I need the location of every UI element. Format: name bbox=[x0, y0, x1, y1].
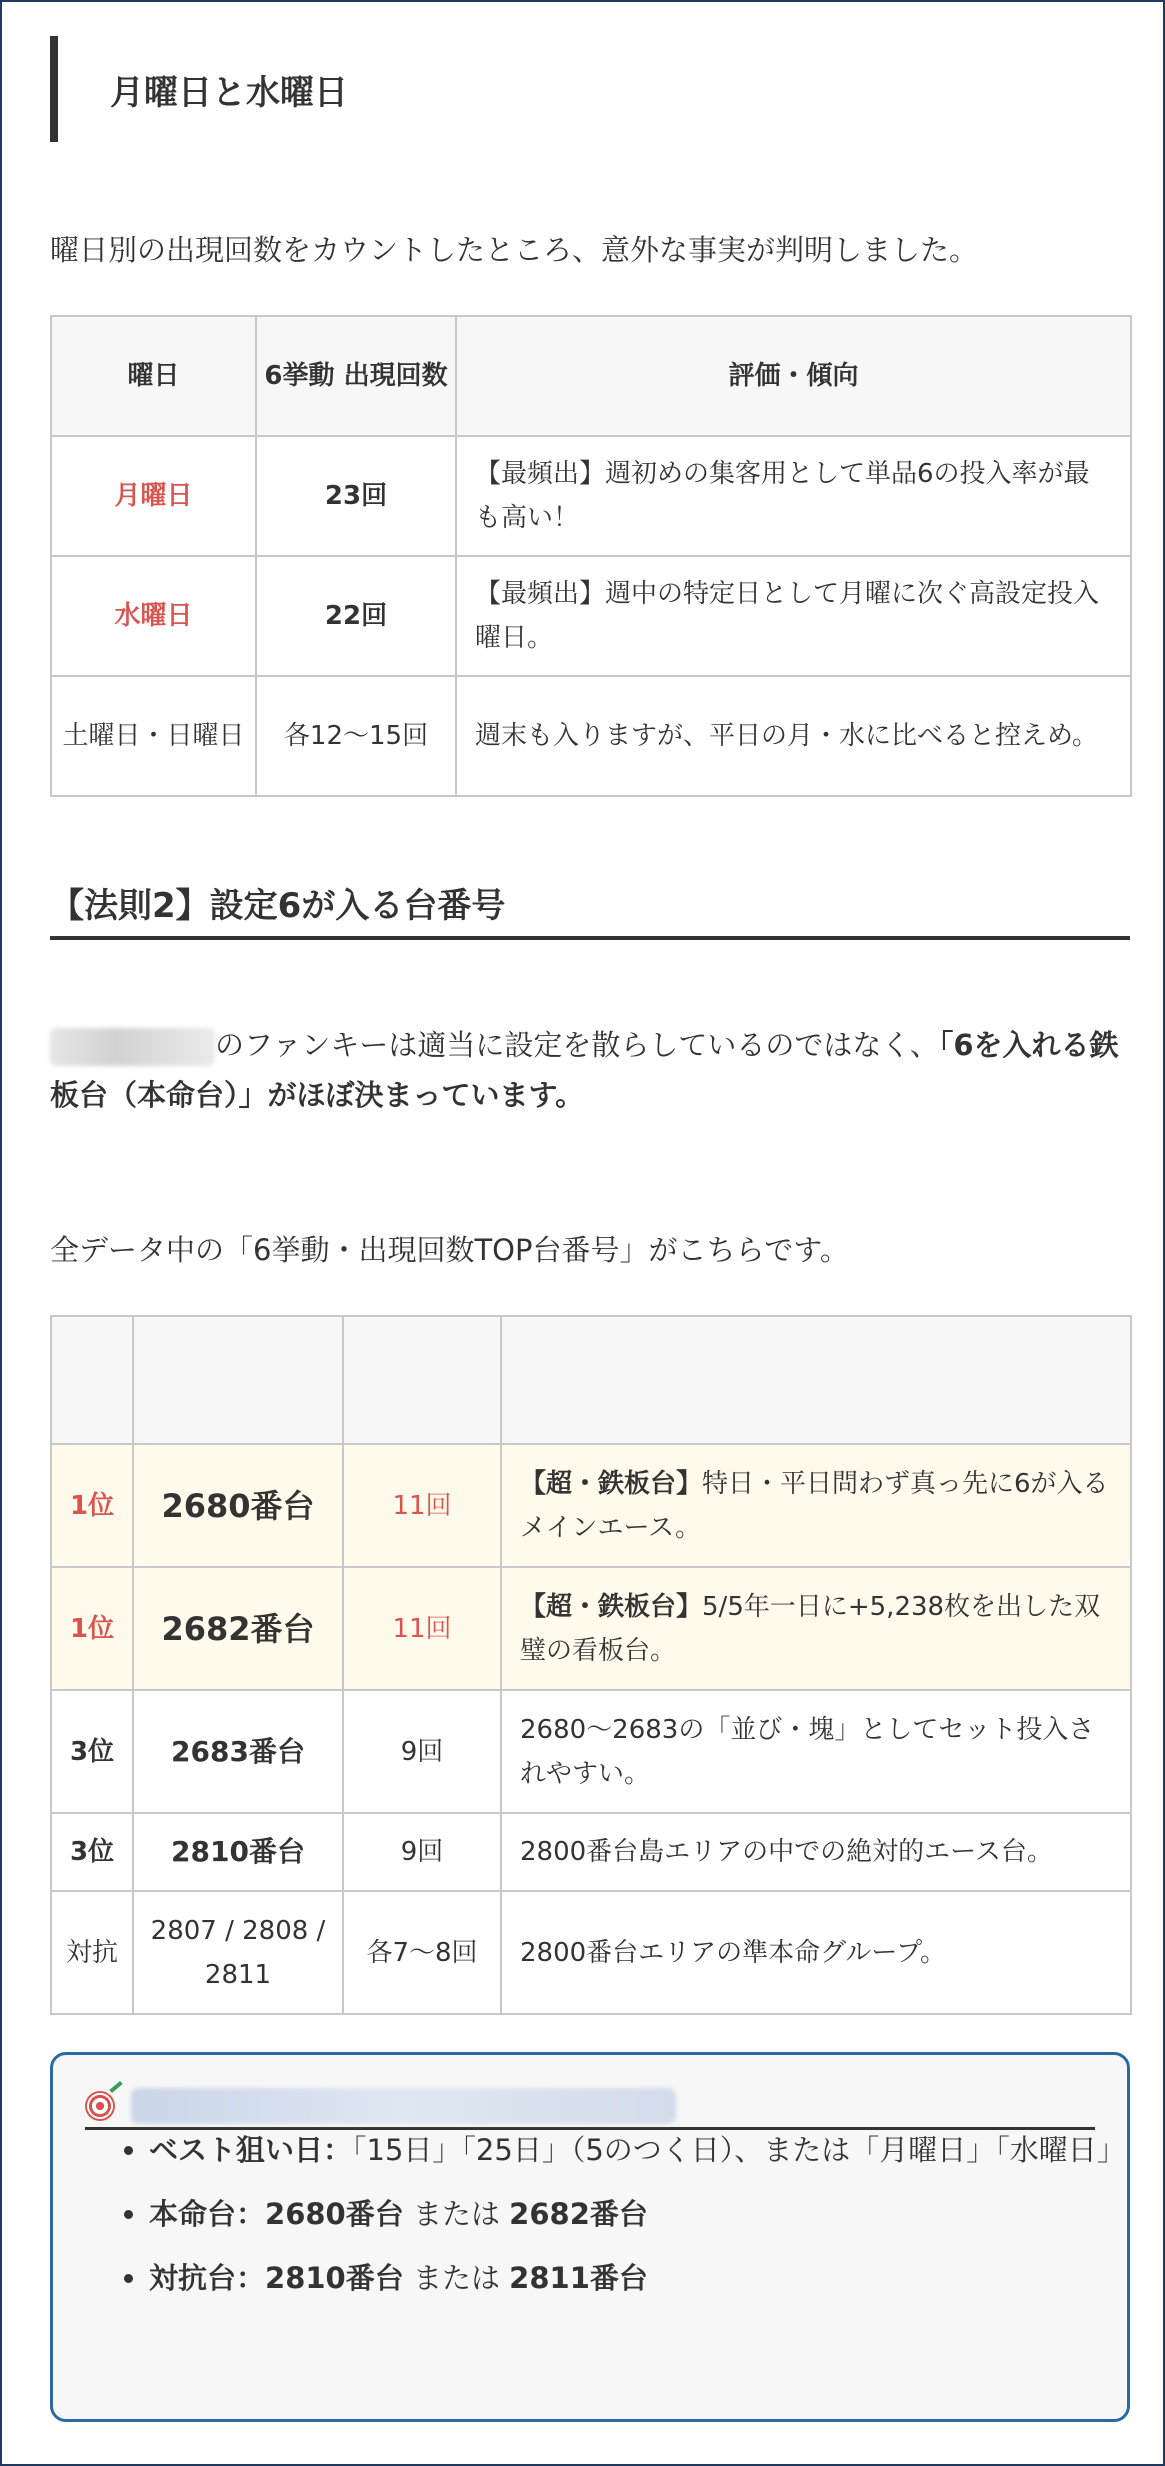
feature-text: 特日・平日問わず真っ先に6が入るメインエース。 bbox=[520, 1468, 1109, 1543]
rival-machine-a: 2810番台 bbox=[265, 2261, 404, 2295]
table-row bbox=[51, 1813, 1131, 1891]
count-cell: 9回 bbox=[343, 1690, 501, 1813]
count-cell: 11回 bbox=[343, 1444, 501, 1567]
count-cell: 9回 bbox=[343, 1813, 501, 1891]
count-cell: 23回 bbox=[256, 436, 456, 556]
main-machine-label: 本命台： bbox=[149, 2197, 266, 2231]
section-heading bbox=[50, 36, 1130, 142]
header-rank: 順位 bbox=[51, 1316, 133, 1444]
top-machines-intro: 全データ中の「6挙動・出現回数TOP台番号」がこちらです。 bbox=[50, 1233, 849, 1267]
weekday-cell: 土曜日・日曜日 bbox=[51, 676, 256, 796]
feature-tag: 【超・鉄板台】 bbox=[520, 1468, 703, 1499]
table-row bbox=[51, 556, 1131, 676]
table-header-row bbox=[51, 1316, 1131, 1444]
header-weekday: 曜日 bbox=[51, 316, 256, 436]
rank-cell: 3位 bbox=[51, 1690, 133, 1813]
header-count: 6挙動 出現回数 bbox=[256, 316, 456, 436]
rule2-text: のファンキーは適当に設定を散らしているのではなく、 bbox=[215, 1028, 939, 1062]
note-cell: 【最頻出】週初めの集客用として単品6の投入率が最も高い！ bbox=[456, 436, 1131, 556]
target-icon bbox=[85, 2091, 115, 2121]
machine-cell: 2680番台 bbox=[133, 1444, 343, 1567]
rank-cell: 3位 bbox=[51, 1813, 133, 1891]
rank-cell: 1位 bbox=[51, 1444, 133, 1567]
section-heading-text: 月曜日と水曜日 bbox=[110, 72, 348, 113]
table-row bbox=[51, 1690, 1131, 1813]
header-count: 6挙動出現数 bbox=[343, 1316, 501, 1444]
list-item bbox=[149, 2189, 1139, 2239]
main-machine-b: 2682番台 bbox=[509, 2197, 648, 2231]
count-cell: 22回 bbox=[256, 556, 456, 676]
table-row bbox=[51, 1444, 1131, 1567]
or-text: または bbox=[403, 2261, 510, 2295]
table-row bbox=[51, 1567, 1131, 1690]
rank-cell: 対抗 bbox=[51, 1891, 133, 2014]
header-feature: 特徴・狙い目 bbox=[501, 1316, 1131, 1444]
rule2-paragraph bbox=[50, 1020, 1130, 1120]
weekday-cell: 水曜日 bbox=[51, 556, 256, 676]
count-cell: 各7〜8回 bbox=[343, 1891, 501, 2014]
machine-cell: 2682番台 bbox=[133, 1567, 343, 1690]
feature-cell: 2800番台島エリアの中での絶対的エース台。 bbox=[501, 1813, 1131, 1891]
feature-cell bbox=[501, 1567, 1131, 1690]
blurred-store-name bbox=[50, 1028, 215, 1066]
count-cell: 11回 bbox=[343, 1567, 501, 1690]
header-note: 評価・傾向 bbox=[456, 316, 1131, 436]
machine-cell: 2810番台 bbox=[133, 1813, 343, 1891]
feature-cell bbox=[501, 1444, 1131, 1567]
feature-tag: 【超・鉄板台】 bbox=[520, 1591, 703, 1622]
count-cell: 各12〜15回 bbox=[256, 676, 456, 796]
feature-cell: 2680〜2683の「並び・塊」としてセット投入されやすい。 bbox=[501, 1690, 1131, 1813]
rule2-heading bbox=[50, 878, 1130, 940]
intro-paragraph: 曜日別の出現回数をカウントしたところ、意外な事実が判明しました。 bbox=[50, 233, 979, 267]
table-row bbox=[51, 1891, 1131, 2014]
or-text: または bbox=[403, 2197, 510, 2231]
top-machines-table bbox=[50, 1315, 1132, 2015]
list-item bbox=[149, 2125, 1139, 2175]
machine-cell: 2683番台 bbox=[133, 1690, 343, 1813]
best-day-label: ベスト狙い日： bbox=[149, 2133, 353, 2167]
note-cell: 【最頻出】週中の特定日として月曜に次ぐ高設定投入曜日。 bbox=[456, 556, 1131, 676]
weekday-table bbox=[50, 315, 1132, 797]
weekday-cell: 月曜日 bbox=[51, 436, 256, 556]
header-machine: 台番号 bbox=[133, 1316, 343, 1444]
list-item bbox=[149, 2253, 1139, 2303]
table-header-row bbox=[51, 316, 1131, 436]
note-cell: 週末も入りますが、平日の月・水に比べると控えめ。 bbox=[456, 676, 1131, 796]
summary-list bbox=[113, 2125, 1139, 2317]
table-row bbox=[51, 676, 1131, 796]
feature-cell: 2800番台エリアの準本命グループ。 bbox=[501, 1891, 1131, 2014]
machine-cell: 2807 / 2808 / 2811 bbox=[133, 1891, 343, 2014]
rival-machine-b: 2811番台 bbox=[509, 2261, 648, 2295]
blurred-summary-title bbox=[131, 2088, 676, 2124]
rule2-bold-text: 「6を入れる鉄板台（本命台）」がほぼ決まっています。 bbox=[50, 1028, 1119, 1112]
main-machine-a: 2680番台 bbox=[265, 2197, 404, 2231]
summary-box bbox=[50, 2052, 1130, 2422]
rival-machine-label: 対抗台： bbox=[149, 2261, 266, 2295]
best-day-text: 「15日」「25日」（5のつく日）、または「月曜日」「水曜日」 bbox=[352, 2133, 1126, 2167]
rank-cell: 1位 bbox=[51, 1567, 133, 1690]
summary-box-header bbox=[85, 2085, 1095, 2130]
rule2-heading-text: 【法則2】設定6が入る台番号 bbox=[50, 886, 506, 926]
table-row bbox=[51, 436, 1131, 556]
feature-text: 5/5年一日に+5,238枚を出した双璧の看板台。 bbox=[520, 1591, 1101, 1666]
